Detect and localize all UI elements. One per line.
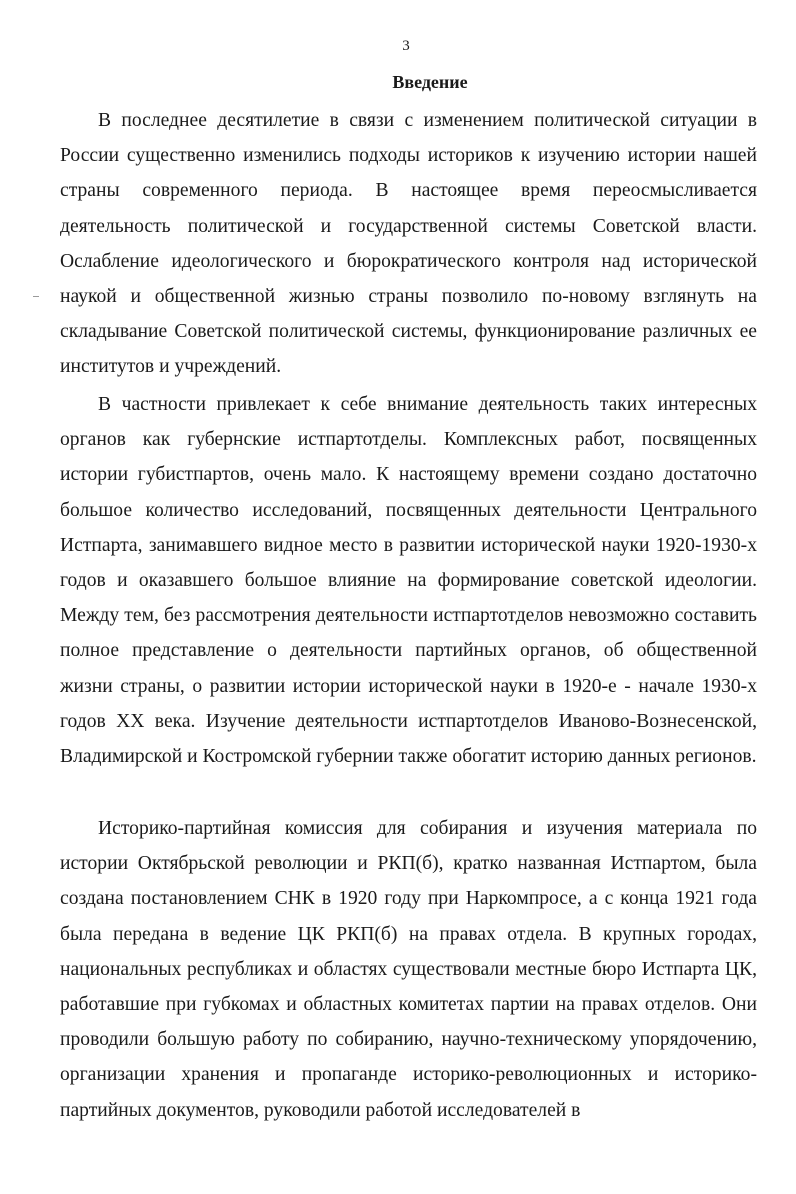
paragraph: Историко-партийная комиссия для собирания и изучения материала по истории Октябрьской революции и РКП(б), кратко названная Истпартом, была создана постановлением СНК в 1920 году при Наркомпросе, а с конца 1921 года была передана в ведение ЦК РКП(б) на правах отдела. В крупных городах, национальных республиках и областях существовали местные бюро Истпарта ЦК, работавшие при губкомах и областных комитетах партии на правах отделов. Они проводили большую работу по собиранию, научно-техническому упорядочению, организации хранения и пропаганде историко-революционных и историко-партийных документов, руководили работой исследователей в [60,818,757,1121]
scan-margin-mark [33,296,39,297]
section-heading: Введение [392,72,468,92]
page-number: 3 [402,38,410,54]
paragraph: В частности привлекает к себе внимание деятельность таких интересных органов как губернские истпартотделы. Комплексных работ, посвященных истории губистпартов, очень мало. К настоящему времени создано достаточно большое количество исследований, посвященных деятельности Центрального Истпарта, занимавшего видное место в развитии исторической науки 1920-1930-х годов и оказавшего большое влияние на формирование советской идеологии. Между тем, без рассмотрения деятельности истпартотделов невозможно составить полное представление о деятельности партийных органов, об общественной жизни страны, о развитии истории исторической науки в 1920-е - начале 1930-х годов XX века. Изучение деятельности истпартотделов Иваново-Вознесенской, Владимирской и Костромской губернии также обогатит историю данных регионов. [60,394,757,768]
paragraph: В последнее десятилетие в связи с изменением политической ситуации в России существенно изменились подходы историков к изучению истории нашей страны современного периода. В настоящее время переосмысливается деятельность политической и государственной системы Советской власти. Ослабление идеологического и бюрократического контроля над исторической наукой и общественной жизнью страны позволило по-новому взглянуть на складывание Советской политической системы, функционирование различных ее институтов и учреждений. [60,110,757,378]
